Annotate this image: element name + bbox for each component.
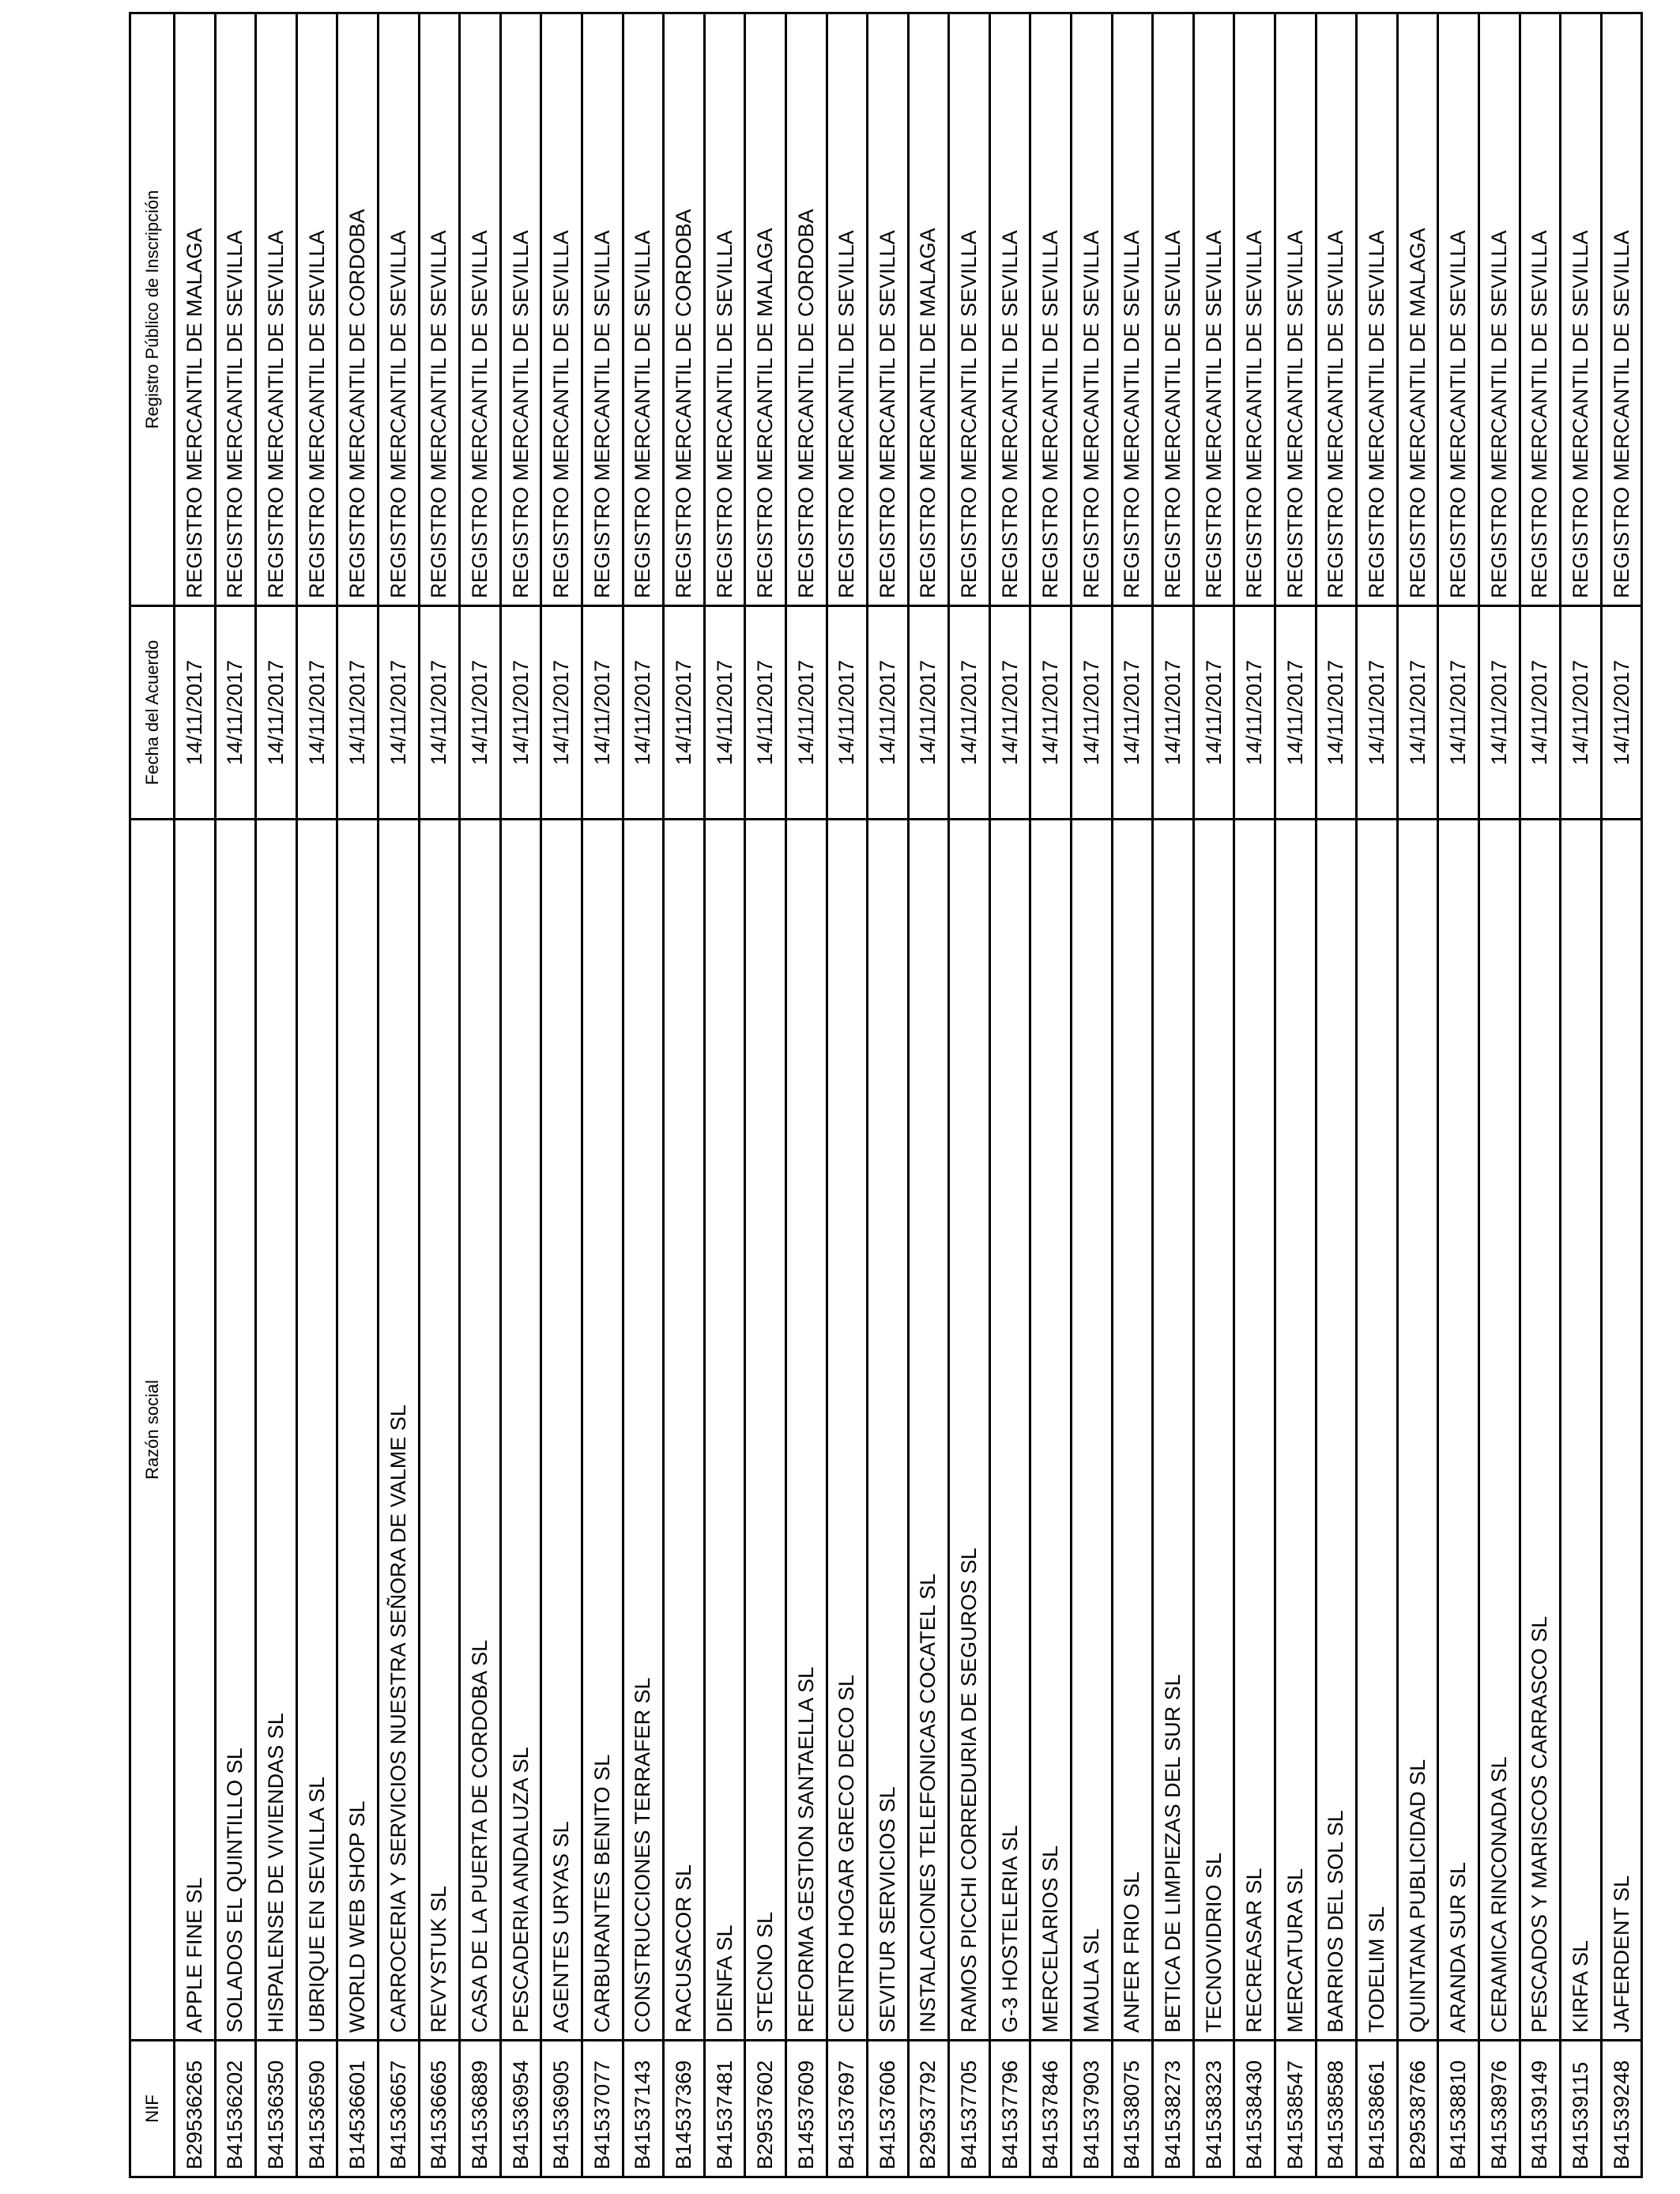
nif-cell: B41538810 <box>1438 2041 1479 2177</box>
fecha-cell: 14/11/2017 <box>827 606 868 820</box>
razon-social-cell: CONSTRUCCIONES TERRAFER SL <box>623 820 664 2041</box>
razon-social-cell: APPLE FINE SL <box>175 820 216 2041</box>
registro-cell: REGISTRO MERCANTIL DE SEVILLA <box>1357 13 1398 606</box>
fecha-cell: 14/11/2017 <box>1479 606 1520 820</box>
razon-social-cell: REVYSTUK SL <box>419 820 460 2041</box>
table-row <box>215 13 256 2177</box>
table-row <box>541 13 582 2177</box>
header-razon-social: Razón social <box>130 820 175 2041</box>
table-row <box>460 13 501 2177</box>
fecha-cell: 14/11/2017 <box>1316 606 1357 820</box>
registro-cell: REGISTRO MERCANTIL DE SEVILLA <box>868 13 909 606</box>
registro-cell: REGISTRO MERCANTIL DE SEVILLA <box>1479 13 1520 606</box>
nif-cell: B41539149 <box>1520 2041 1561 2177</box>
nif-cell: B41536202 <box>215 2041 256 2177</box>
companies-table <box>129 12 1643 2178</box>
registro-cell: REGISTRO MERCANTIL DE SEVILLA <box>704 13 745 606</box>
fecha-cell: 14/11/2017 <box>1193 606 1234 820</box>
nif-cell: B41536350 <box>256 2041 297 2177</box>
fecha-cell: 14/11/2017 <box>256 606 297 820</box>
table-row <box>419 13 460 2177</box>
nif-cell: B41538323 <box>1193 2041 1234 2177</box>
registro-cell: REGISTRO MERCANTIL DE SEVILLA <box>1520 13 1561 606</box>
fecha-cell: 14/11/2017 <box>378 606 419 820</box>
nif-cell: B41538588 <box>1316 2041 1357 2177</box>
nif-cell: B29537602 <box>745 2041 786 2177</box>
registro-cell: REGISTRO MERCANTIL DE MALAGA <box>745 13 786 606</box>
registro-cell: REGISTRO MERCANTIL DE SEVILLA <box>1153 13 1194 606</box>
table-row <box>1520 13 1561 2177</box>
registro-cell: REGISTRO MERCANTIL DE SEVILLA <box>1030 13 1072 606</box>
registro-cell: REGISTRO MERCANTIL DE SEVILLA <box>1275 13 1317 606</box>
nif-cell: B41536665 <box>419 2041 460 2177</box>
razon-social-cell: QUINTANA PUBLICIDAD SL <box>1397 820 1438 2041</box>
nif-cell: B41537705 <box>949 2041 990 2177</box>
registro-cell: REGISTRO MERCANTIL DE MALAGA <box>175 13 216 606</box>
razon-social-cell: STECNO SL <box>745 820 786 2041</box>
razon-social-cell: INSTALACIONES TELEFONICAS COCATEL SL <box>908 820 949 2041</box>
fecha-cell: 14/11/2017 <box>582 606 623 820</box>
razon-social-cell: CASA DE LA PUERTA DE CORDOBA SL <box>460 820 501 2041</box>
razon-social-cell: KIRFA SL <box>1561 820 1602 2041</box>
fecha-cell: 14/11/2017 <box>460 606 501 820</box>
nif-cell: B41538273 <box>1153 2041 1194 2177</box>
table-header <box>130 13 175 2177</box>
razon-social-cell: TODELIM SL <box>1357 820 1398 2041</box>
fecha-cell: 14/11/2017 <box>908 606 949 820</box>
table-row <box>1438 13 1479 2177</box>
nif-cell: B41537697 <box>827 2041 868 2177</box>
table-row <box>1601 13 1642 2177</box>
fecha-cell: 14/11/2017 <box>1275 606 1317 820</box>
table-row <box>827 13 868 2177</box>
razon-social-cell: BARRIOS DEL SOL SL <box>1316 820 1357 2041</box>
nif-cell: B41538547 <box>1275 2041 1317 2177</box>
fecha-cell: 14/11/2017 <box>1601 606 1642 820</box>
nif-cell: B14537369 <box>664 2041 705 2177</box>
table-row <box>337 13 379 2177</box>
table-row <box>378 13 419 2177</box>
nif-cell: B41536590 <box>296 2041 337 2177</box>
razon-social-cell: WORLD WEB SHOP SL <box>337 820 379 2041</box>
fecha-cell: 14/11/2017 <box>175 606 216 820</box>
razon-social-cell: CENTRO HOGAR GRECO DECO SL <box>827 820 868 2041</box>
razon-social-cell: BETICA DE LIMPIEZAS DEL SUR SL <box>1153 820 1194 2041</box>
table-row <box>1316 13 1357 2177</box>
razon-social-cell: PESCADOS Y MARISCOS CARRASCO SL <box>1520 820 1561 2041</box>
registro-cell: REGISTRO MERCANTIL DE SEVILLA <box>1193 13 1234 606</box>
fecha-cell: 14/11/2017 <box>1357 606 1398 820</box>
fecha-cell: 14/11/2017 <box>337 606 379 820</box>
registro-cell: REGISTRO MERCANTIL DE SEVILLA <box>1234 13 1275 606</box>
registro-cell: REGISTRO MERCANTIL DE CORDOBA <box>785 13 827 606</box>
registro-cell: REGISTRO MERCANTIL DE SEVILLA <box>1316 13 1357 606</box>
fecha-cell: 14/11/2017 <box>868 606 909 820</box>
table-row <box>704 13 745 2177</box>
registro-cell: REGISTRO MERCANTIL DE SEVILLA <box>256 13 297 606</box>
header-nif: NIF <box>130 2041 175 2177</box>
table-row <box>582 13 623 2177</box>
razon-social-cell: RAMOS PICCHI CORREDURIA DE SEGUROS SL <box>949 820 990 2041</box>
nif-cell: B41536889 <box>460 2041 501 2177</box>
razon-social-cell: DIENFA SL <box>704 820 745 2041</box>
razon-social-cell: HISPALENSE DE VIVIENDAS SL <box>256 820 297 2041</box>
fecha-cell: 14/11/2017 <box>1520 606 1561 820</box>
table-row <box>785 13 827 2177</box>
table-row <box>1112 13 1153 2177</box>
table-row <box>908 13 949 2177</box>
nif-cell: B41537606 <box>868 2041 909 2177</box>
razon-social-cell: PESCADERIA ANDALUZA SL <box>500 820 541 2041</box>
fecha-cell: 14/11/2017 <box>1397 606 1438 820</box>
razon-social-cell: TECNOVIDRIO SL <box>1193 820 1234 2041</box>
registro-cell: REGISTRO MERCANTIL DE SEVILLA <box>623 13 664 606</box>
razon-social-cell: REFORMA GESTION SANTAELLA SL <box>785 820 827 2041</box>
fecha-cell: 14/11/2017 <box>1072 606 1113 820</box>
registro-cell: REGISTRO MERCANTIL DE SEVILLA <box>215 13 256 606</box>
rotated-table-container <box>129 14 1633 2178</box>
table-row <box>623 13 664 2177</box>
registro-cell: REGISTRO MERCANTIL DE CORDOBA <box>337 13 379 606</box>
nif-cell: B41538430 <box>1234 2041 1275 2177</box>
table-row <box>175 13 216 2177</box>
razon-social-cell: JAFERDENT SL <box>1601 820 1642 2041</box>
nif-cell: B29536265 <box>175 2041 216 2177</box>
table-row <box>1357 13 1398 2177</box>
registro-cell: REGISTRO MERCANTIL DE CORDOBA <box>664 13 705 606</box>
registro-cell: REGISTRO MERCANTIL DE SEVILLA <box>1601 13 1642 606</box>
nif-cell: B41538661 <box>1357 2041 1398 2177</box>
registro-cell: REGISTRO MERCANTIL DE SEVILLA <box>296 13 337 606</box>
fecha-cell: 14/11/2017 <box>1153 606 1194 820</box>
nif-cell: B14536601 <box>337 2041 379 2177</box>
registro-cell: REGISTRO MERCANTIL DE SEVILLA <box>1438 13 1479 606</box>
document-page <box>129 14 1633 2178</box>
razon-social-cell: MAULA SL <box>1072 820 1113 2041</box>
razon-social-cell: G-3 HOSTELERIA SL <box>989 820 1030 2041</box>
razon-social-cell: RACUSACOR SL <box>664 820 705 2041</box>
table-row <box>1275 13 1317 2177</box>
fecha-cell: 14/11/2017 <box>623 606 664 820</box>
razon-social-cell: ANFER FRIO SL <box>1112 820 1153 2041</box>
header-fecha-acuerdo: Fecha del Acuerdo <box>130 606 175 820</box>
table-body <box>175 13 1642 2177</box>
fecha-cell: 14/11/2017 <box>419 606 460 820</box>
fecha-cell: 14/11/2017 <box>1234 606 1275 820</box>
table-row <box>745 13 786 2177</box>
fecha-cell: 14/11/2017 <box>989 606 1030 820</box>
nif-cell: B41536954 <box>500 2041 541 2177</box>
nif-cell: B41537846 <box>1030 2041 1072 2177</box>
registro-cell: REGISTRO MERCANTIL DE SEVILLA <box>460 13 501 606</box>
nif-cell: B41537481 <box>704 2041 745 2177</box>
razon-social-cell: MERCELARIOS SL <box>1030 820 1072 2041</box>
header-row <box>130 13 175 2177</box>
nif-cell: B41537796 <box>989 2041 1030 2177</box>
razon-social-cell: SEVITUR SERVICIOS SL <box>868 820 909 2041</box>
registro-cell: REGISTRO MERCANTIL DE SEVILLA <box>989 13 1030 606</box>
table-row <box>296 13 337 2177</box>
razon-social-cell: MERCATURA SL <box>1275 820 1317 2041</box>
razon-social-cell: SOLADOS EL QUINTILLO SL <box>215 820 256 2041</box>
registro-cell: REGISTRO MERCANTIL DE MALAGA <box>1397 13 1438 606</box>
fecha-cell: 14/11/2017 <box>215 606 256 820</box>
registro-cell: REGISTRO MERCANTIL DE SEVILLA <box>949 13 990 606</box>
nif-cell: B41538075 <box>1112 2041 1153 2177</box>
table-row <box>1561 13 1602 2177</box>
nif-cell: B41537077 <box>582 2041 623 2177</box>
fecha-cell: 14/11/2017 <box>1561 606 1602 820</box>
registro-cell: REGISTRO MERCANTIL DE SEVILLA <box>541 13 582 606</box>
header-registro: Registro Público de Inscripción <box>130 13 175 606</box>
registro-cell: REGISTRO MERCANTIL DE SEVILLA <box>419 13 460 606</box>
table-row <box>1479 13 1520 2177</box>
fecha-cell: 14/11/2017 <box>949 606 990 820</box>
registro-cell: REGISTRO MERCANTIL DE SEVILLA <box>378 13 419 606</box>
fecha-cell: 14/11/2017 <box>296 606 337 820</box>
table-row <box>1072 13 1113 2177</box>
registro-cell: REGISTRO MERCANTIL DE SEVILLA <box>500 13 541 606</box>
registro-cell: REGISTRO MERCANTIL DE SEVILLA <box>1561 13 1602 606</box>
table-row <box>949 13 990 2177</box>
nif-cell: B14537609 <box>785 2041 827 2177</box>
nif-cell: B41537143 <box>623 2041 664 2177</box>
nif-cell: B41538976 <box>1479 2041 1520 2177</box>
razon-social-cell: CERAMICA RINCONADA SL <box>1479 820 1520 2041</box>
nif-cell: B29537792 <box>908 2041 949 2177</box>
fecha-cell: 14/11/2017 <box>1112 606 1153 820</box>
fecha-cell: 14/11/2017 <box>541 606 582 820</box>
registro-cell: REGISTRO MERCANTIL DE SEVILLA <box>1072 13 1113 606</box>
table-row <box>989 13 1030 2177</box>
razon-social-cell: UBRIQUE EN SEVILLA SL <box>296 820 337 2041</box>
table-row <box>1030 13 1072 2177</box>
table-row <box>1234 13 1275 2177</box>
table-row <box>1193 13 1234 2177</box>
fecha-cell: 14/11/2017 <box>664 606 705 820</box>
fecha-cell: 14/11/2017 <box>1438 606 1479 820</box>
nif-cell: B41536657 <box>378 2041 419 2177</box>
registro-cell: REGISTRO MERCANTIL DE SEVILLA <box>827 13 868 606</box>
fecha-cell: 14/11/2017 <box>704 606 745 820</box>
razon-social-cell: CARBURANTES BENITO SL <box>582 820 623 2041</box>
registro-cell: REGISTRO MERCANTIL DE SEVILLA <box>1112 13 1153 606</box>
fecha-cell: 14/11/2017 <box>785 606 827 820</box>
razon-social-cell: CARROCERIA Y SERVICIOS NUESTRA SEÑORA DE VALME SL <box>378 820 419 2041</box>
table-row <box>868 13 909 2177</box>
razon-social-cell: RECREASAR SL <box>1234 820 1275 2041</box>
fecha-cell: 14/11/2017 <box>745 606 786 820</box>
registro-cell: REGISTRO MERCANTIL DE MALAGA <box>908 13 949 606</box>
table-row <box>500 13 541 2177</box>
registro-cell: REGISTRO MERCANTIL DE SEVILLA <box>582 13 623 606</box>
table-row <box>1153 13 1194 2177</box>
nif-cell: B41536905 <box>541 2041 582 2177</box>
nif-cell: B41539115 <box>1561 2041 1602 2177</box>
fecha-cell: 14/11/2017 <box>1030 606 1072 820</box>
nif-cell: B29538766 <box>1397 2041 1438 2177</box>
fecha-cell: 14/11/2017 <box>500 606 541 820</box>
nif-cell: B41539248 <box>1601 2041 1642 2177</box>
nif-cell: B41537903 <box>1072 2041 1113 2177</box>
table-row <box>664 13 705 2177</box>
table-row <box>256 13 297 2177</box>
razon-social-cell: AGENTES URYAS SL <box>541 820 582 2041</box>
table-row <box>1397 13 1438 2177</box>
razon-social-cell: ARANDA SUR SL <box>1438 820 1479 2041</box>
